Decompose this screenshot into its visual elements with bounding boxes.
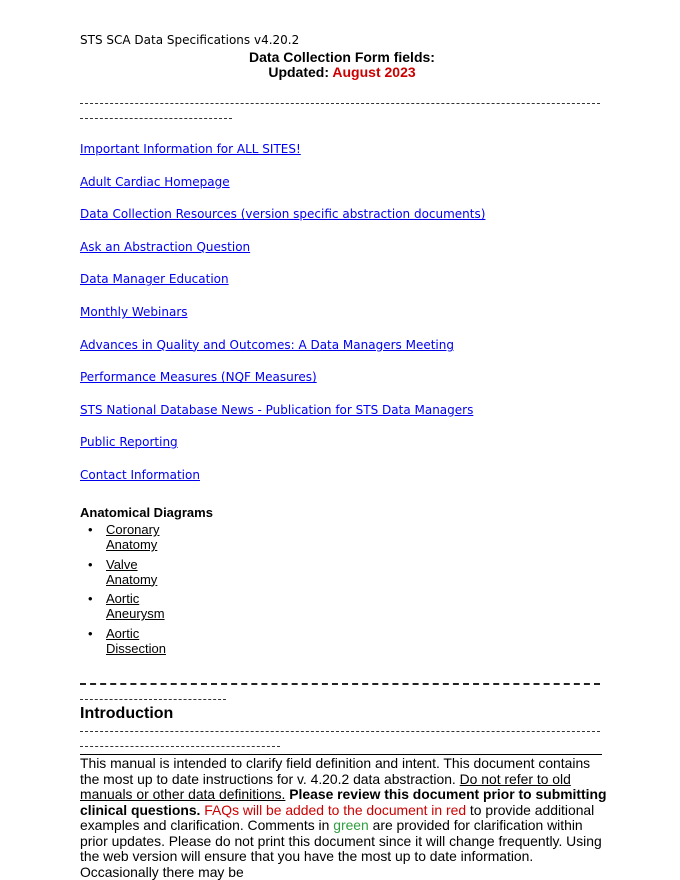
link-performance-measures[interactable]: Performance Measures (NQF Measures) [80,370,317,385]
updated-label: Updated: [268,64,330,80]
link-data-manager-education[interactable]: Data Manager Education [80,272,229,287]
link-data-collection-resources[interactable]: Data Collection Resources (version specific abstraction documents) [80,207,486,222]
bullet-icon: • [88,625,93,641]
anatomical-diagrams-heading: Anatomical Diagrams [80,505,213,520]
link-coronary-anatomy[interactable]: Coronary Anatomy [106,522,160,552]
document-version: STS SCA Data Specifications v4.20.2 [80,33,300,47]
link-aortic-aneurysm[interactable]: Aortic Aneurysm [106,591,165,621]
link-contact-information[interactable]: Contact Information [80,467,200,482]
link-aortic-dissection[interactable]: Aortic Dissection [106,625,166,656]
divider-dashed [80,731,600,732]
divider-dashed [80,118,232,119]
intro-text: to provide additional examples and clarification. Comments in [80,801,595,833]
link-valve-anatomy[interactable]: Valve Anatomy [106,556,158,587]
section-heading-introduction: Introduction [80,705,174,722]
resource-links [80,142,485,501]
link-important-info[interactable]: Important Information for ALL SITES! [80,142,301,156]
updated-line [0,64,680,80]
bullet-icon: • [88,591,93,606]
divider-dashed [80,683,600,685]
link-public-reporting[interactable]: Public Reporting [80,435,178,450]
intro-text: are provided for clarification within prior updates. Please do not print this document since it will change frequently. Using the web version will ensure that you have the most up to date information. Occasionally there may be [80,817,602,880]
bullet-icon: • [88,556,93,572]
updated-date: August 2023 [332,64,416,80]
document-title: Data Collection Form fields: [249,49,435,65]
intro-text: This manual is intended to clarify field definition and intent. This document contains the most up to date instructions for v. 4.20.2 data abstraction. [80,755,591,787]
divider-dashed [80,699,226,700]
link-database-news[interactable]: STS National Database News - Publication for STS Data Managers [80,402,474,417]
intro-underlined-text: Do not refer to old manuals or other data definitions. [80,770,571,802]
divider-dashed [80,103,600,104]
introduction-paragraph [80,756,608,880]
link-monthly-webinars[interactable]: Monthly Webinars [80,304,188,319]
link-adult-cardiac-homepage[interactable]: Adult Cardiac Homepage [80,174,230,189]
divider-dashed [80,746,280,747]
intro-red-text: FAQs will be added to the document in red [200,801,467,818]
link-advances-in-quality[interactable]: Advances in Quality and Outcomes: A Data Managers Meeting [80,337,454,352]
intro-bold-text: Please review this document prior to submitting clinical questions. [80,786,607,818]
intro-green-text: green [333,817,369,833]
link-ask-abstraction-question[interactable]: Ask an Abstraction Question [80,239,251,254]
bullet-icon: • [88,522,93,537]
